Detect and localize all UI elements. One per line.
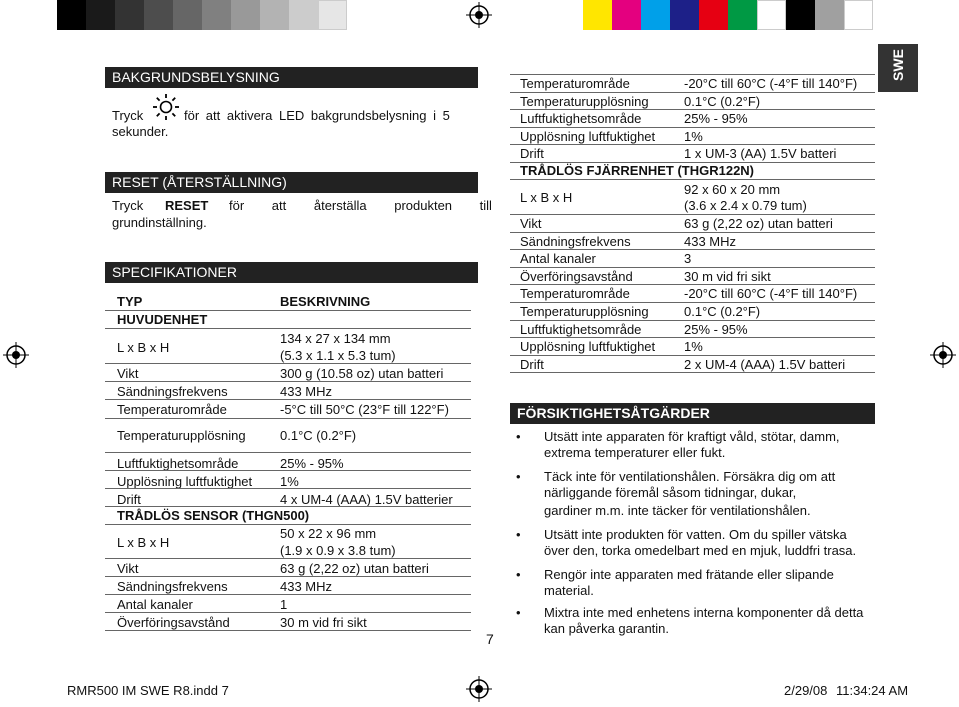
divider [105, 399, 471, 400]
divider [105, 470, 471, 471]
spec-label: Drift [520, 146, 544, 161]
divider [105, 381, 471, 382]
color-swatch [757, 0, 786, 30]
spec-label: Upplösning luftfuktighet [520, 339, 656, 355]
spec-value: 92 x 60 x 20 mm [684, 182, 781, 197]
footer-time: 11:34:24 AM [836, 683, 909, 698]
registration-mark-right [930, 342, 956, 373]
spec-value: -5°C till 50°C (23°F till 122°F) [280, 402, 449, 417]
spec-label: Temperaturupplösning [117, 428, 246, 443]
divider [105, 488, 471, 489]
spec-value: 0.1°C (0.2°F) [280, 428, 357, 443]
divider [510, 179, 875, 180]
bullet-dot: • [516, 429, 521, 444]
spec-value: 30 m vid fri sikt [280, 615, 367, 630]
color-swatch [728, 0, 757, 30]
reset-key: RESET [165, 198, 209, 213]
precaution-text: Utsätt inte apparaten för kraftigt våld, stötar, damm, [544, 429, 840, 444]
reset-text-c: för att återställa produkten till [229, 198, 492, 213]
gray-swatch [86, 0, 115, 30]
spec-value: (5.3 x 1.1 x 5.3 tum) [280, 348, 396, 363]
spec-value: 300 g (10.58 oz) utan batteri [280, 366, 444, 381]
spec-label: Antal kanaler [520, 251, 596, 267]
gray-swatch [57, 0, 86, 30]
backlight-text-end: för att aktivera LED bakgrundsbelysning i 5 [184, 108, 450, 123]
footer-file: RMR500 IM SWE R8.indd 7 [67, 683, 229, 698]
divider [510, 372, 875, 373]
spec-value: 134 x 27 x 134 mm [280, 331, 391, 346]
spec-label: L x B x H [117, 535, 170, 550]
spec-value: (1.9 x 0.9 x 3.8 tum) [280, 543, 396, 558]
language-tab-label: SWE [890, 49, 906, 81]
spec-value: 1% [684, 339, 703, 355]
spec-label: Temperaturupplösning [520, 93, 649, 109]
divider [105, 576, 471, 577]
divider [105, 418, 471, 419]
bullet-dot: • [516, 567, 521, 582]
reset-heading: RESET (ÅTERSTÄLLNING) [105, 172, 478, 193]
bullet-dot: • [516, 527, 521, 542]
spec-label: Sändningsfrekvens [117, 579, 228, 594]
spec-label: Upplösning luftfuktighet [117, 474, 253, 489]
divider [105, 452, 471, 453]
main-unit-heading: HUVUDENHET [117, 312, 208, 327]
divider [105, 363, 471, 364]
backlight-text-start: Tryck [112, 108, 144, 123]
precautions-heading: FÖRSIKTIGHETSÅTGÄRDER [510, 403, 875, 424]
spec-value: 1% [684, 128, 703, 144]
bullet-dot: • [516, 605, 521, 620]
spec-value: 50 x 22 x 96 mm [280, 526, 377, 541]
spec-value: 2 x UM-4 (AAA) 1.5V batteri [684, 356, 846, 372]
spec-value: 63 g (2,22 oz) utan batteri [684, 216, 833, 231]
spec-col-type: TYP [117, 294, 143, 309]
spec-value: 1% [280, 474, 299, 489]
spec-label: Luftfuktighetsområde [520, 321, 642, 337]
precaution-text: Mixtra inte med enhetens interna komponenter då detta [544, 605, 864, 620]
registration-mark-bottom [466, 676, 492, 707]
spec-value: -20°C till 60°C (-4°F till 140°F) [684, 76, 858, 91]
footer-date: 2/29/08 [784, 683, 828, 698]
color-swatch [641, 0, 670, 30]
bullet-dot: • [516, 469, 521, 484]
gray-swatch [260, 0, 289, 30]
gray-swatch [231, 0, 260, 30]
light-icon [152, 93, 180, 126]
gray-swatch [318, 0, 347, 30]
divider [105, 630, 471, 631]
spec-value: 25% - 95% [684, 321, 748, 337]
spec-value: 3 [684, 251, 692, 267]
spec-label: Antal kanaler [117, 597, 193, 612]
spec-label: L x B x H [117, 340, 170, 355]
spec-col-desc: BESKRIVNING [280, 294, 371, 309]
reset-text-a: Tryck [112, 198, 144, 213]
spec-value: 1 x UM-3 (AA) 1.5V batteri [684, 146, 837, 161]
precaution-text: Rengör inte apparaten med frätande eller slipande [544, 567, 834, 582]
spec-value: 0.1°C (0.2°F) [684, 304, 761, 319]
remote-heading: TRÅDLÖS FJÄRRENHET (THGR122N) [520, 163, 755, 178]
gray-swatch [289, 0, 318, 30]
spec-value: 30 m vid fri sikt [684, 268, 771, 284]
spec-label: Luftfuktighetsområde [520, 111, 642, 126]
spec-label: Temperaturområde [520, 76, 630, 91]
gray-swatch [144, 0, 173, 30]
spec-value: 433 MHz [280, 384, 333, 399]
backlight-heading: BAKGRUNDSBELYSNING [105, 67, 478, 88]
color-swatch [815, 0, 844, 30]
spec-label: Upplösning luftfuktighet [520, 128, 656, 144]
precaution-text: material. [544, 583, 594, 598]
spec-value: 1 [280, 597, 288, 612]
spec-value: 4 x UM-4 (AAA) 1.5V batterier [280, 492, 453, 507]
spec-value: 0.1°C (0.2°F) [684, 93, 761, 109]
precaution-text: extrema temperaturer eller fukt. [544, 445, 726, 460]
spec-value: (3.6 x 2.4 x 0.79 tum) [684, 198, 807, 213]
registration-mark-left [3, 342, 29, 373]
color-swatch [612, 0, 641, 30]
spec-heading: SPECIFIKATIONER [105, 262, 478, 283]
spec-value: 25% - 95% [684, 111, 748, 126]
precaution-text: närliggande föremål såsom tidningar, dukar, [544, 485, 797, 500]
page-number: 7 [486, 631, 494, 647]
spec-value: 433 MHz [684, 233, 737, 249]
precaution-text: Täck inte för ventilationshålen. Försäkra dig om att [544, 469, 836, 484]
color-swatch [670, 0, 699, 30]
divider [105, 558, 471, 559]
spec-label: Överföringsavstånd [520, 268, 633, 284]
color-swatch [844, 0, 873, 30]
color-swatch [786, 0, 815, 30]
spec-label: Temperaturområde [520, 286, 630, 302]
spec-label: Luftfuktighetsområde [117, 456, 239, 471]
spec-label: Vikt [117, 561, 139, 576]
spec-label: Temperaturområde [117, 402, 227, 417]
registration-mark-top [466, 2, 492, 33]
language-tab [878, 44, 918, 92]
divider [105, 612, 471, 613]
spec-label: Överföringsavstånd [117, 615, 230, 630]
spec-value: -20°C till 60°C (-4°F till 140°F) [684, 286, 858, 302]
spec-label: Sändningsfrekvens [520, 233, 631, 249]
sensor-heading: TRÅDLÖS SENSOR (THGN500) [117, 508, 310, 523]
backlight-text-line2: sekunder. [112, 124, 169, 139]
spec-label: Drift [520, 356, 544, 372]
spec-label: Drift [117, 492, 141, 507]
spec-label: L x B x H [520, 190, 573, 205]
gray-swatch [173, 0, 202, 30]
spec-label: Sändningsfrekvens [117, 384, 228, 399]
precaution-text: Utsätt inte produkten för vatten. Om du spiller vätska [544, 527, 847, 542]
precaution-text: kan påverka garantin. [544, 621, 670, 636]
spec-label: Vikt [117, 366, 139, 381]
reset-text-line2: grundinställning. [112, 215, 207, 230]
spec-value: 63 g (2,22 oz) utan batteri [280, 561, 429, 576]
spec-label: Vikt [520, 216, 542, 231]
gray-swatch [202, 0, 231, 30]
precaution-text: gardiner m.m. inte täcker för ventilationshålen. [544, 503, 811, 518]
spec-value: 433 MHz [280, 579, 333, 594]
spec-value: 25% - 95% [280, 456, 344, 471]
spec-label: Temperaturupplösning [520, 304, 649, 319]
divider [105, 594, 471, 595]
gray-swatch [115, 0, 144, 30]
color-swatch [583, 0, 612, 30]
divider [105, 328, 471, 329]
color-swatch [699, 0, 728, 30]
precaution-text: över den, torka omedelbart med en mjuk, luddfri trasa. [544, 543, 857, 558]
